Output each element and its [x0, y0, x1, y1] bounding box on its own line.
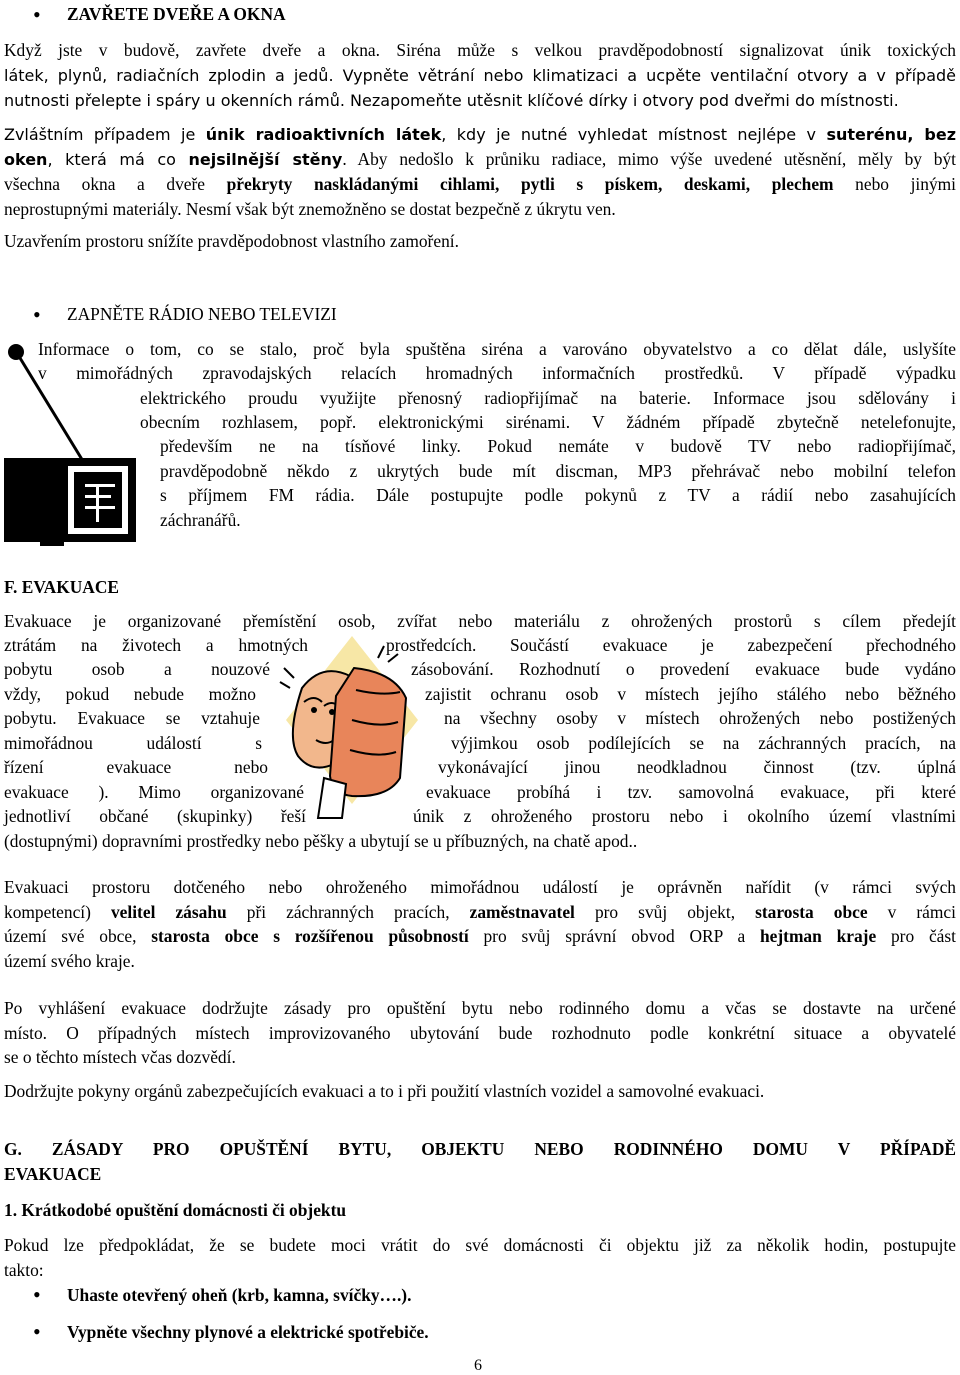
subheading-short-term: 1. Krátkodobé opuštění domácnosti či objektu [4, 1200, 347, 1220]
paragraph-sealing: Uzavřením prostoru snížíte pravděpodobnost vlastního zamoření. [4, 231, 459, 251]
paragraph-radioactive: Zvláštním případem je únik radioaktivních látek, kdy je nutné vyhledat místnost nejlépe v suterénu, bez oken, která má co nejsilnější stěny. Aby nedošlo k průniku radiace, mimo výše uvedené utěsnění, měly by být všechna okna a dveře překryty naskládanými cihlami, pytli s pískem, deskami, plechem nebo jinými neprostupnými materiály. Nesmí však být znemožněno se dostat bezpečně z úkrytu ven. [4, 125, 957, 219]
paragraph-follow-instructions: Dodržujte pokyny orgánů zabezpečujících evakuaci a to i při použití vlastních vozidel a samovolné evakuaci. [4, 1081, 765, 1101]
bullet-icon: • [33, 1319, 41, 1344]
paragraph-after-announcement: Po vyhlášení evakuace dodržujte zásady pro opuštění bytu nebo rodinného domu a včas se dostavte na určené místo. O případných místech improvizovaného ubytování bude rozhodnuto podle konkrétní situace a obyvatelé se o těchto místech včas dozvědí. [4, 998, 956, 1067]
paragraph-who-orders-evacuation: Evakuaci prostoru dotčeného nebo ohroženého mimořádnou událostí je oprávněn nařídit (v rámci svých kompetencí) velitel zásahu při záchranných pracích, zaměstnavatel pro svůj objekt, starosta obce v rámci území své obce, starosta obce s rozšířenou působností pro svůj správní obvod ORP a hejtman kraje pro část území svého kraje. [4, 877, 956, 971]
bullet-icon: • [33, 2, 41, 27]
paragraph-close-doors: Když jste v budově, zavřete dveře a okna. Siréna může s velkou pravděpodobností signalizovat únik toxických látek, plynů, radiačních zplodin a jedů. Vypněte větrání nebo klimatizaci a ucpěte ventilační otvory a v případě nutnosti přelepte i spáry u okenních rámů. Nezapomeňte utěsnit klíčové dírky i otvory pod dveřmi do místnosti. [4, 40, 956, 110]
section-heading-evacuation: F. EVAKUACE [4, 577, 119, 597]
paragraph-short-term: Pokud lze předpokládat, že se budete moci vrátit do své domácnosti či objektu již za několik hodin, postupujte takto: [4, 1235, 956, 1280]
list-item: Vypněte všechny plynové a elektrické spotřebiče. [67, 1322, 429, 1342]
bullet-icon: • [33, 1282, 41, 1307]
page-number: 6 [474, 1357, 482, 1374]
section-heading-rules: G. ZÁSADY PRO OPUŠTĚNÍ BYTU, OBJEKTU NEBO RODINNÉHO DOMU V PŘÍPADĚ EVAKUACE [4, 1139, 956, 1184]
section-heading-radio: ZAPNĚTE RÁDIO NEBO TELEVIZI [67, 304, 337, 324]
evacuation-line-1: Evakuace je organizované přemístění osob, zvířat nebo materiálu z ohrožených prostorů s cílem předejít [4, 611, 956, 631]
bullet-icon: • [33, 302, 41, 327]
evacuation-line-10: (dostupnými) dopravními prostředky nebo pěšky a ubytují se u příbuzných, na chatě apod.. [4, 831, 638, 851]
evacuee-illustration [272, 628, 422, 828]
list-item: Uhaste otevřený oheň (krb, kamna, svíčky….). [67, 1285, 412, 1305]
section-heading-close-doors: ZAVŘETE DVEŘE A OKNA [67, 4, 286, 24]
